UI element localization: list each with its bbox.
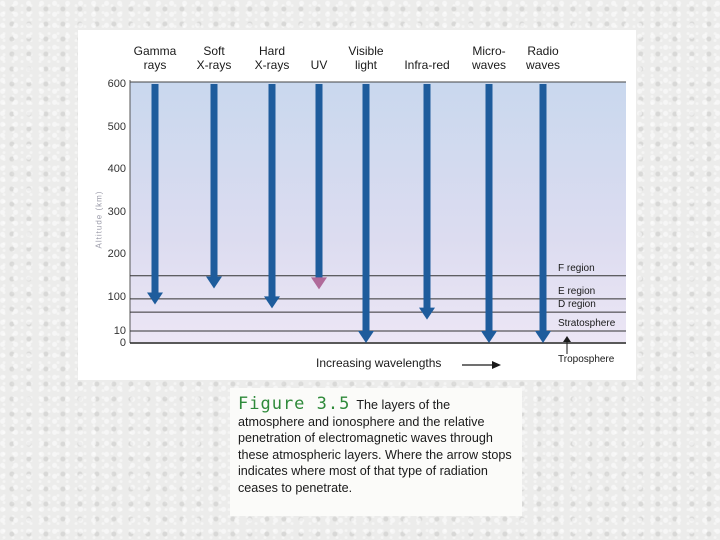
y-tick-label: 10 [113, 325, 126, 337]
figure-panel [78, 30, 636, 380]
penetration-arrow-shaft [424, 84, 431, 309]
column-header: Gamma rays [133, 44, 177, 72]
region-label: E region [558, 285, 596, 297]
penetration-arrow-shaft [211, 84, 218, 277]
y-axis-label: Altitude (km) [94, 190, 104, 249]
y-tick-label: 200 [107, 248, 126, 260]
penetration-arrow-shaft [316, 84, 323, 278]
figure-caption [230, 388, 522, 516]
penetration-arrow-shaft [486, 84, 493, 332]
y-tick-label: 400 [107, 163, 126, 175]
column-header: Micro- waves [471, 44, 506, 72]
region-label: D region [558, 299, 596, 311]
caption-label: Figure 3.5 [238, 394, 351, 414]
penetration-arrow-shaft [269, 84, 276, 297]
x-axis-label: Increasing wavelengths [316, 356, 442, 370]
column-header: UV [310, 58, 328, 72]
column-header: Visible light [348, 44, 384, 72]
column-header: Infra-red [404, 58, 450, 72]
y-tick-label: 300 [107, 206, 126, 218]
column-header: Radio waves [525, 44, 560, 72]
troposphere-label: Troposphere [558, 354, 615, 365]
penetration-arrow-shaft [152, 84, 159, 294]
region-label: F region [558, 262, 595, 274]
penetration-arrow-shaft [540, 84, 547, 332]
y-tick-label: 0 [119, 337, 126, 349]
y-tick-label: 100 [107, 291, 126, 303]
y-tick-label: 600 [107, 78, 126, 90]
caption-text: The layers of the atmosphere and ionosphere and the relative penetration of electromagnetic waves through these atmospheric layers. Where the arrow stops indicates where most of that type of radiation ceases to penetrate. [238, 398, 512, 495]
region-label: Stratosphere [558, 318, 616, 329]
troposphere-pointer [562, 336, 572, 354]
y-tick-label: 500 [107, 121, 126, 133]
column-header: Hard X-rays [254, 44, 290, 72]
column-header: Soft X-rays [196, 44, 232, 72]
penetration-arrow-shaft [363, 84, 370, 332]
sky-band [130, 82, 626, 342]
wavelength-arrow [462, 361, 502, 369]
altitude-diagram [78, 30, 636, 380]
caption-paragraph [238, 396, 520, 496]
